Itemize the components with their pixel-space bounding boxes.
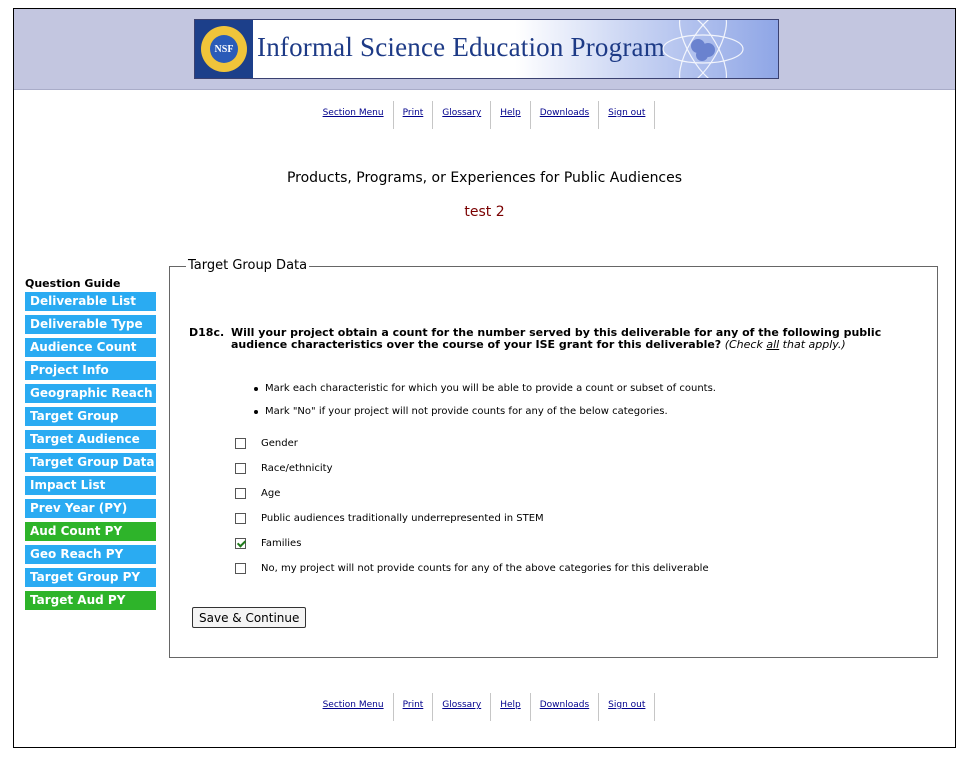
page-title: Products, Programs, or Experiences for Public Audiences [286,170,683,186]
header-band [14,9,955,90]
bullet-dot-icon [254,387,258,391]
option-row [235,506,709,531]
sidebar-item-target-aud-py[interactable]: Target Aud PY [25,591,156,610]
top-nav-help-link[interactable]: Help [491,101,531,129]
bottom-nav-help-link[interactable]: Help [491,693,531,721]
question-number: D18c. [189,326,225,339]
instruction-bullets [254,377,716,423]
option-row [235,456,709,481]
sidebar-item-aud-count-py[interactable]: Aud Count PY [25,522,156,541]
audience-options [235,431,709,581]
save-continue-button[interactable]: Save & Continue [192,607,306,628]
bullet-text: Mark each characteristic for which you will be able to provide a count or subset of counts. [265,383,716,394]
sidebar-item-deliverable-type[interactable]: Deliverable Type [25,315,156,334]
bottom-nav-downloads-link[interactable]: Downloads [531,693,599,721]
top-nav-glossary-link[interactable]: Glossary [433,101,491,129]
option-row [235,481,709,506]
option-label: Age [261,488,281,499]
page-subtitle: test 2 [464,204,505,220]
option-row [235,556,709,581]
top-nav-sign-out-link[interactable]: Sign out [599,101,655,129]
sidebar-item-audience-count[interactable]: Audience Count [25,338,156,357]
instruction-bullet [254,377,716,400]
option-checkbox[interactable] [235,563,246,574]
sidebar-item-target-audience[interactable]: Target Audience [25,430,156,449]
sidebar-item-impact-list[interactable]: Impact List [25,476,156,495]
option-label: Families [261,538,302,549]
instruction-bullet [254,400,716,423]
option-row [235,531,709,556]
question-guide-label: Question Guide [25,277,121,290]
sidebar-item-deliverable-list[interactable]: Deliverable List [25,292,156,311]
program-banner [194,19,779,79]
target-group-data-section [169,258,938,658]
bottom-nav-print-link[interactable]: Print [394,693,434,721]
sidebar-item-prev-year-py[interactable]: Prev Year (PY) [25,499,156,518]
option-checkbox[interactable] [235,488,246,499]
option-label: No, my project will not provide counts for any of the above categories for this deliverable [261,563,709,574]
option-label: Gender [261,438,298,449]
banner-title: Informal Science Education Program [257,32,665,62]
bottom-nav-sign-out-link[interactable]: Sign out [599,693,655,721]
question-text: Will your project obtain a count for the number served by this deliverable for any of the following public audience characteristics over the course of your ISE grant for this deliverable? (Check all that apply.) [231,326,882,351]
option-checkbox[interactable] [235,438,246,449]
page-frame [13,8,956,748]
option-label: Race/ethnicity [261,463,333,474]
top-nav [14,101,955,129]
top-nav-section-menu-link[interactable]: Section Menu [314,101,394,129]
option-label: Public audiences traditionally underrepresented in STEM [261,513,544,524]
section-legend: Target Group Data [188,258,308,273]
option-checkbox[interactable] [235,463,246,474]
nsf-seal-logo: NSF [195,20,253,78]
option-row [235,431,709,456]
sidebar-item-geo-reach-py[interactable]: Geo Reach PY [25,545,156,564]
bullet-text: Mark "No" if your project will not provide counts for any of the below categories. [265,406,668,417]
option-checkbox[interactable] [235,538,246,549]
sidebar-item-project-info[interactable]: Project Info [25,361,156,380]
sidebar-item-target-group[interactable]: Target Group [25,407,156,426]
sidebar-item-target-group-py[interactable]: Target Group PY [25,568,156,587]
sidebar-item-target-group-data[interactable]: Target Group Data [25,453,156,472]
bottom-nav-glossary-link[interactable]: Glossary [433,693,491,721]
bottom-nav [14,693,955,721]
atom-graphic-icon [628,20,778,78]
bullet-dot-icon [254,410,258,414]
question-guide-sidebar [25,292,156,614]
top-nav-print-link[interactable]: Print [394,101,434,129]
top-nav-downloads-link[interactable]: Downloads [531,101,599,129]
sidebar-item-geographic-reach[interactable]: Geographic Reach [25,384,156,403]
bottom-nav-section-menu-link[interactable]: Section Menu [314,693,394,721]
option-checkbox[interactable] [235,513,246,524]
